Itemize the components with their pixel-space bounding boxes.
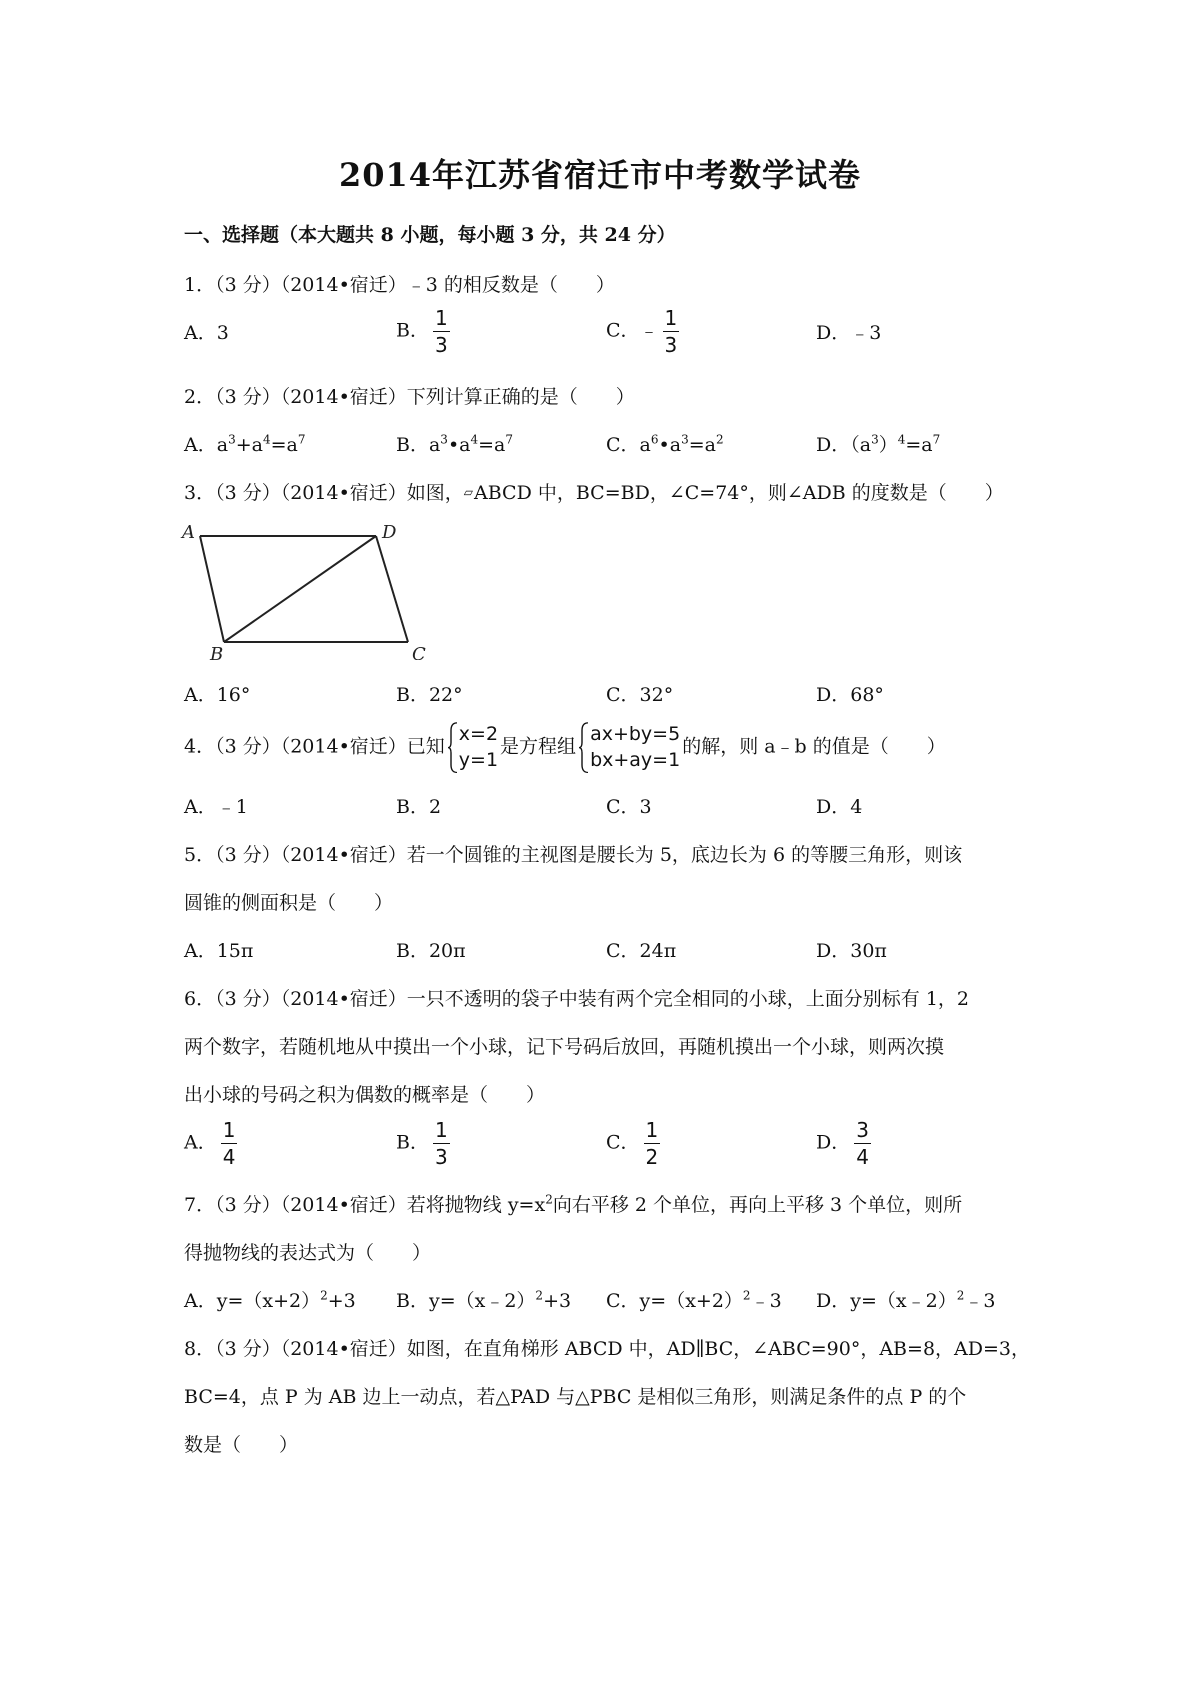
fraction: $\frac{1}{4}$: [222, 1118, 236, 1169]
q2-stem: 2．（3 分）（2014•宿迁）下列计算正确的是（ ）: [184, 386, 635, 408]
fraction: [433, 308, 450, 355]
vertex-label-d: D: [382, 522, 397, 543]
option-label: B．: [396, 319, 429, 342]
equation-system-solution: x=2 y=1: [447, 722, 498, 773]
q6-option-b: B． $\frac{1}{3}$: [396, 1118, 448, 1169]
section-title: 一、选择题（本大题共 8 小题，每小题 3 分，共 24 分）: [184, 224, 676, 246]
numerator: 1: [434, 306, 448, 330]
q5-option-d: D．30π: [816, 940, 887, 962]
q4-option-b: B．2: [396, 796, 442, 818]
q6-option-c: C． $\frac{1}{2}$: [606, 1118, 659, 1169]
q2-option-b: B．$a^3•a^4=a^7$: [396, 432, 514, 456]
q8-line-1: 8．（3 分）（2014•宿迁）如图，在直角梯形 ABCD 中，AD∥BC，∠ABC=90°，AB=8，AD=3，: [184, 1338, 1030, 1360]
vertex-label-c: C: [412, 644, 426, 660]
q7-option-b: B．y=（x﹣2）$^2$+3: [396, 1288, 572, 1312]
q7-line-1: 7．（3 分）（2014•宿迁）若将抛物线 $y=x^2$向右平移 2 个单位，再向上平移 3 个单位，则所: [184, 1192, 963, 1216]
q6-line-1: 6．（3 分）（2014•宿迁）一只不透明的袋子中装有两个完全相同的小球，上面分别标有 1，2: [184, 988, 969, 1010]
q1-option-c: [606, 308, 679, 355]
fraction: $\frac{1}{3}$: [434, 1118, 448, 1169]
q4-stem: 4．（3 分）（2014•宿迁）已知 x=2 y=1 是方程组 ax+by=5 bx+ay=1 的解，则 a﹣b 的值是（ ）: [184, 722, 946, 773]
q1-option-d: D．﹣3: [816, 322, 882, 344]
q2-option-d: D．$(a^3)^4=a^7$: [816, 432, 941, 456]
q8-line-2: BC=4，点 P 为 AB 边上一动点，若△PAD 与△PBC 是相似三角形，则满足条件的点 P 的个: [184, 1386, 967, 1408]
q6-line-2: 两个数字，若随机地从中摸出一个小球，记下号码后放回，再随机摸出一个小球，则两次摸: [184, 1036, 945, 1058]
edge-dc: [376, 536, 408, 642]
q5-line-2: 圆锥的侧面积是（ ）: [184, 892, 394, 914]
q3-option-d: D．68°: [816, 684, 884, 706]
q8-line-3: 数是（ ）: [184, 1434, 299, 1456]
q5-line-1: 5．（3 分）（2014•宿迁）若一个圆锥的主视图是腰长为 5，底边长为 6 的等腰三角形，则该: [184, 844, 963, 866]
vertex-label-b: B: [210, 644, 224, 660]
vertex-label-a: A: [182, 522, 195, 543]
diagonal-bd: [224, 536, 376, 642]
q4-option-a: A．﹣1: [184, 796, 248, 818]
q6-line-3: 出小球的号码之积为偶数的概率是（ ）: [184, 1084, 546, 1106]
edge-ba: [200, 536, 224, 642]
q6-option-a: A． $\frac{1}{4}$: [184, 1118, 236, 1169]
q7-line-2: 得抛物线的表达式为（ ）: [184, 1242, 432, 1264]
denominator: 3: [434, 333, 448, 357]
q1-option-a: A．3: [184, 322, 229, 344]
fraction: $\frac{1}{2}$: [645, 1118, 659, 1169]
q7-option-d: D．y=（x﹣2）$^2$﹣3: [816, 1288, 996, 1312]
q1-option-b: [396, 308, 450, 355]
numerator: 1: [664, 306, 678, 330]
q3-figure: [178, 520, 438, 660]
q1-stem: 1．（3 分）（2014•宿迁）﹣3 的相反数是（ ）: [184, 274, 615, 296]
q3-option-a: A．16°: [184, 684, 251, 706]
q2-option-a: A．$a^3+a^4=a^7$: [184, 432, 306, 456]
q4-option-d: D．4: [816, 796, 863, 818]
option-label: C．﹣: [606, 319, 659, 342]
equation-system: ax+by=5 bx+ay=1: [578, 722, 680, 773]
q3-stem: 3．（3 分）（2014•宿迁）如图，▱ABCD 中，BC=BD，∠C=74°，则∠ADB 的度数是（ ）: [184, 482, 1004, 504]
fraction: [663, 308, 680, 355]
denominator: 3: [664, 333, 678, 357]
parallelogram-icon: ▱: [463, 485, 474, 499]
q5-option-b: B．20π: [396, 940, 466, 962]
page-title: 2014年江苏省宿迁市中考数学试卷: [338, 156, 862, 194]
q7-option-c: C．$y=(x+2)^2﹣3$: [606, 1288, 782, 1312]
q2-option-c: C．$a^6•a^3=a^2$: [606, 432, 724, 456]
q5-option-c: C．24π: [606, 940, 677, 962]
q3-option-b: B．22°: [396, 684, 463, 706]
q5-option-a: A．15π: [184, 940, 254, 962]
q6-option-d: D． $\frac{3}{4}$: [816, 1118, 869, 1169]
q3-option-c: C．32°: [606, 684, 674, 706]
q7-option-a: A．$y=(x+2)^2+3$: [184, 1288, 356, 1312]
q4-option-c: C．3: [606, 796, 652, 818]
fraction: $\frac{3}{4}$: [856, 1118, 869, 1169]
